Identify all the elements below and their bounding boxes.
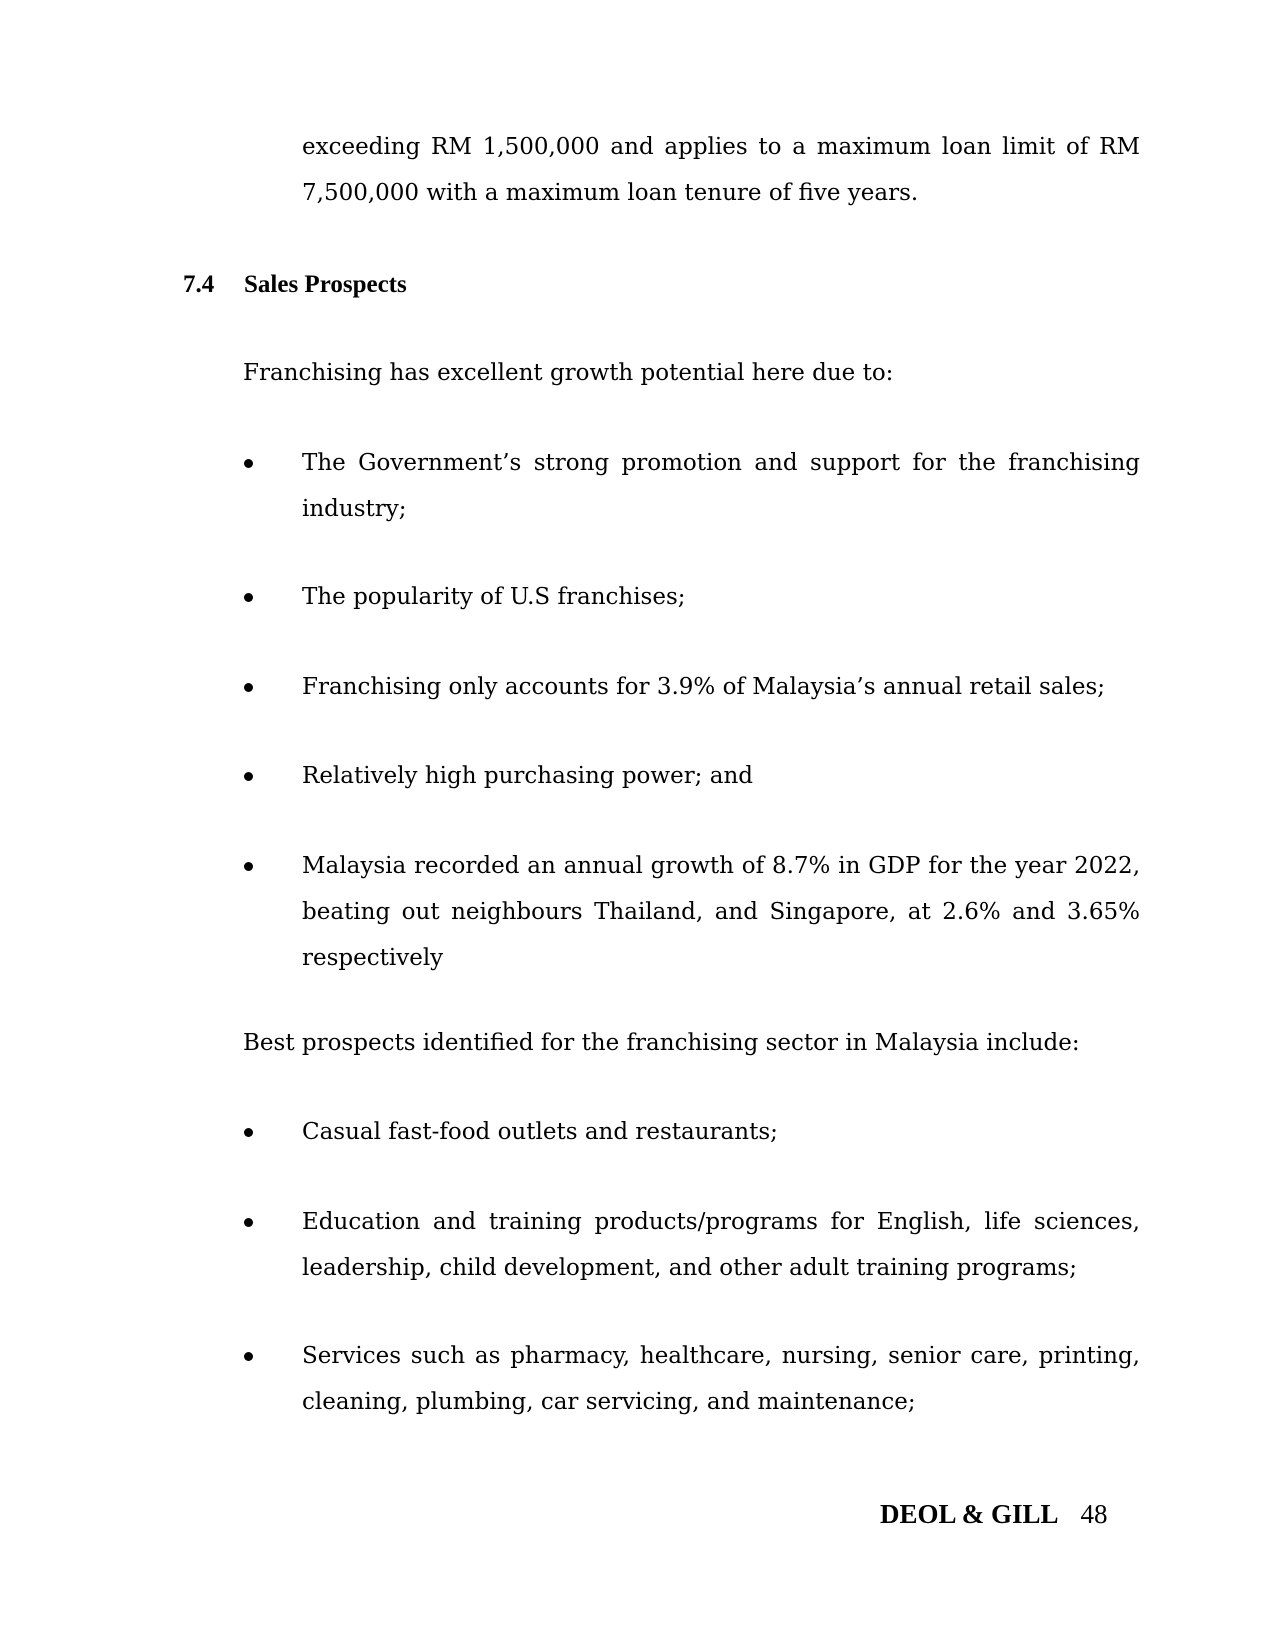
list-item-text: Education and training products/programs for English, life sciences, leadership, child development, and other adult training programs; — [302, 1209, 1140, 1281]
list-item — [243, 574, 1140, 620]
section-number: 7.4 — [183, 271, 215, 298]
bullet-icon — [243, 753, 263, 799]
list-item-text: The popularity of U.S franchises; — [302, 584, 686, 610]
list-item-text: Services such as pharmacy, healthcare, nursing, senior care, printing, cleaning, plumbing, car servicing, and maintenance; — [302, 1343, 1140, 1415]
page-number: 48 — [1080, 1499, 1108, 1529]
section-heading — [183, 262, 683, 308]
list-item — [243, 753, 1140, 799]
bullet-icon — [243, 664, 263, 710]
intro-paragraph-growth: Franchising has excellent growth potential here due to: — [243, 360, 894, 386]
list-item-text: The Government’s strong promotion and support for the franchising industry; — [302, 450, 1140, 522]
footer-brand: DEOL & GILL — [880, 1499, 1059, 1529]
list-item — [243, 843, 1140, 981]
list-item-text: Franchising only accounts for 3.9% of Malaysia’s annual retail sales; — [302, 674, 1106, 700]
list-item — [243, 440, 1140, 532]
list-item — [243, 1333, 1140, 1425]
list-item — [243, 664, 1140, 710]
intro-paragraph-prospects: Best prospects identified for the franchising sector in Malaysia include: — [243, 1030, 1080, 1056]
bullet-icon — [243, 1109, 263, 1155]
bullet-icon — [243, 440, 263, 486]
list-item — [243, 1199, 1140, 1291]
bullet-icon — [243, 574, 263, 620]
continuation-paragraph: exceeding RM 1,500,000 and applies to a maximum loan limit of RM 7,500,000 with a maximum loan tenure of five years. — [302, 134, 1140, 206]
bullet-icon — [243, 1333, 263, 1379]
list-item-text: Relatively high purchasing power; and — [302, 763, 753, 789]
list-item-text: Malaysia recorded an annual growth of 8.7% in GDP for the year 2022, beating out neighbours Thailand, and Singapore, at 2.6% and 3.65% respectively — [302, 853, 1140, 971]
list-item — [243, 1109, 1140, 1155]
section-title: Sales Prospects — [244, 271, 407, 298]
page-footer — [880, 1496, 1140, 1532]
bullet-icon — [243, 843, 263, 889]
list-item-text: Casual fast-food outlets and restaurants; — [302, 1119, 778, 1145]
bullet-icon — [243, 1199, 263, 1245]
